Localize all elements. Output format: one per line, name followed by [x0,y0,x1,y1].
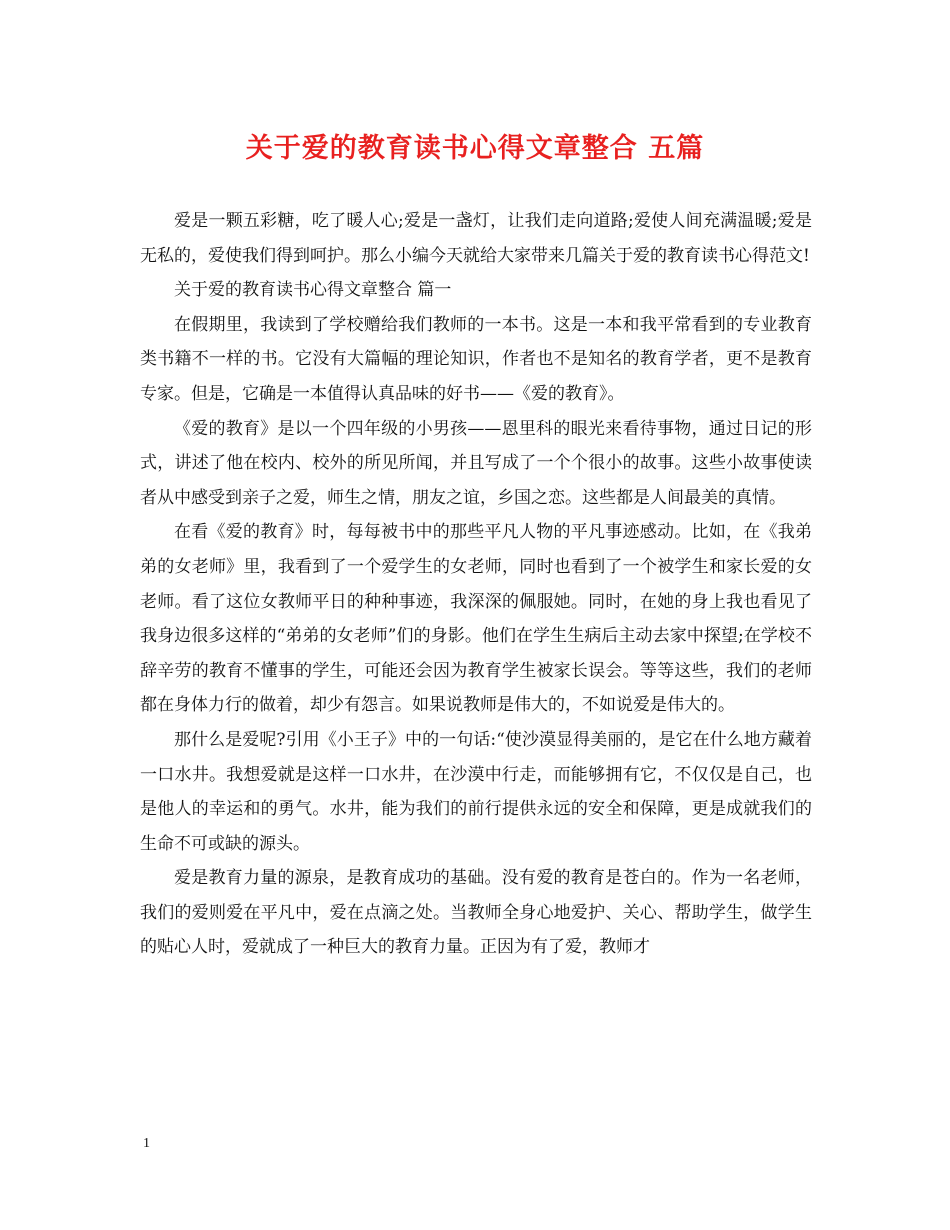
body-paragraph: 那什么是爱呢?引用《小王子》中的一句话:“使沙漠显得美丽的，是它在什么地方藏着一口水井。我想爱就是这样一口水井，在沙漠中行走，而能够拥有它，不仅仅是自己，也是他人的幸运和的勇气。水井，能为我们的前行提供永远的安全和保障，更是成就我们的生命不可或缺的源头。 [140,729,812,854]
document-body [140,204,812,965]
body-paragraph: 在假期里，我读到了学校赠给我们教师的一本书。这是一本和我平常看到的专业教育类书籍不一样的书。它没有大篇幅的理论知识，作者也不是知名的教育学者，更不是教育专家。但是，它确是一本值得认真品味的好书——《爱的教育》。 [140,314,812,404]
page-number: 1 [143,1136,150,1151]
section-heading: 关于爱的教育读书心得文章整合 篇一 [174,280,452,301]
intro-paragraph: 爱是一颗五彩糖，吃了暖人心;爱是一盏灯，让我们走向道路;爱使人间充满温暖;爱是无私的，爱使我们得到呵护。那么小编今天就给大家带来几篇关于爱的教育读书心得范文! [140,211,812,266]
body-paragraph: 爱是教育力量的源泉，是教育成功的基础。没有爱的教育是苍白的。作为一名老师，我们的爱则爱在平凡中，爱在点滴之处。当教师全身心地爱护、关心、帮助学生，做学生的贴心人时，爱就成了一种巨大的教育力量。正因为有了爱，教师才 [140,868,812,958]
body-paragraph: 《爱的教育》是以一个四年级的小男孩——恩里科的眼光来看待事物，通过日记的形式，讲述了他在校内、校外的所见所闻，并且写成了一个个很小的故事。这些小故事使读者从中感受到亲子之爱，师生之情，朋友之谊，乡国之恋。这些都是人间最美的真情。 [140,418,812,508]
document-title: 关于爱的教育读书心得文章整合 五篇 [245,133,705,164]
body-paragraph: 在看《爱的教育》时，每每被书中的那些平凡人物的平凡事迹感动。比如，在《我弟弟的女老师》里，我看到了一个爱学生的女老师，同时也看到了一个被学生和家长爱的女老师。看了这位女教师平日的种种事迹，我深深的佩服她。同时，在她的身上我也看见了我身边很多这样的“弟弟的女老师”们的身影。他们在学生生病后主动去家中探望;在学校不辞辛劳的教育不懂事的学生，可能还会因为教育学生被家长误会。等等这些，我们的老师都在身体力行的做着，却少有怨言。如果说教师是伟大的，不如说爱是伟大的。 [140,522,812,716]
